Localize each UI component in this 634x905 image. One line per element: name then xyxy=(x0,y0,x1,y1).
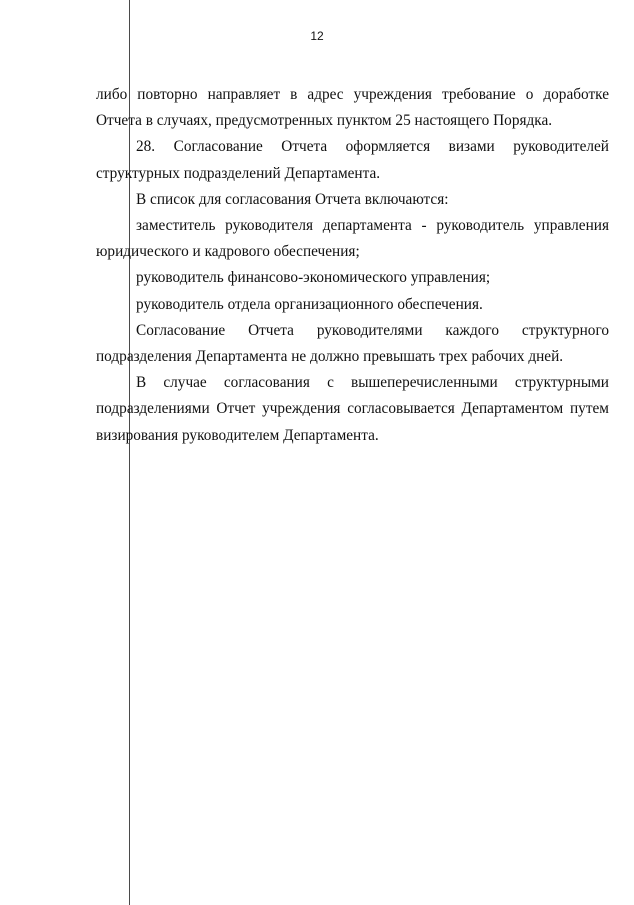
list-item-org-head: руководитель отдела организационного обеспечения. xyxy=(136,295,483,313)
page-number: 12 xyxy=(310,29,324,43)
paragraph-approval-list-intro: В список для согласования Отчета включаются: xyxy=(136,190,449,208)
document-body xyxy=(96,82,609,449)
paragraph-continuation: либо повторно направляет в адрес учреждения требование о доработке Отчета в случаях, предусмотренных пунктом 25 настоящего Порядка. xyxy=(96,86,609,130)
list-item-finance-head: руководитель финансово-экономического управления; xyxy=(136,269,491,287)
list-item-deputy-head: заместитель руководителя департамента - руководитель управления юридического и кадрового обеспечения; xyxy=(96,217,609,261)
paragraph-approval-deadline: Согласование Отчета руководителями каждого структурного подразделения Департамента не должно превышать трех рабочих дней. xyxy=(96,321,609,366)
paragraph-item-28: 28. Согласование Отчета оформляется визами руководителей структурных подразделений Департамента. xyxy=(96,138,609,182)
paragraph-approval-final: В случае согласования с вышеперечисленными структурными подразделениями Отчет учреждения согласовывается Департаментом путем визирования руководителем Департамента. xyxy=(96,374,609,444)
